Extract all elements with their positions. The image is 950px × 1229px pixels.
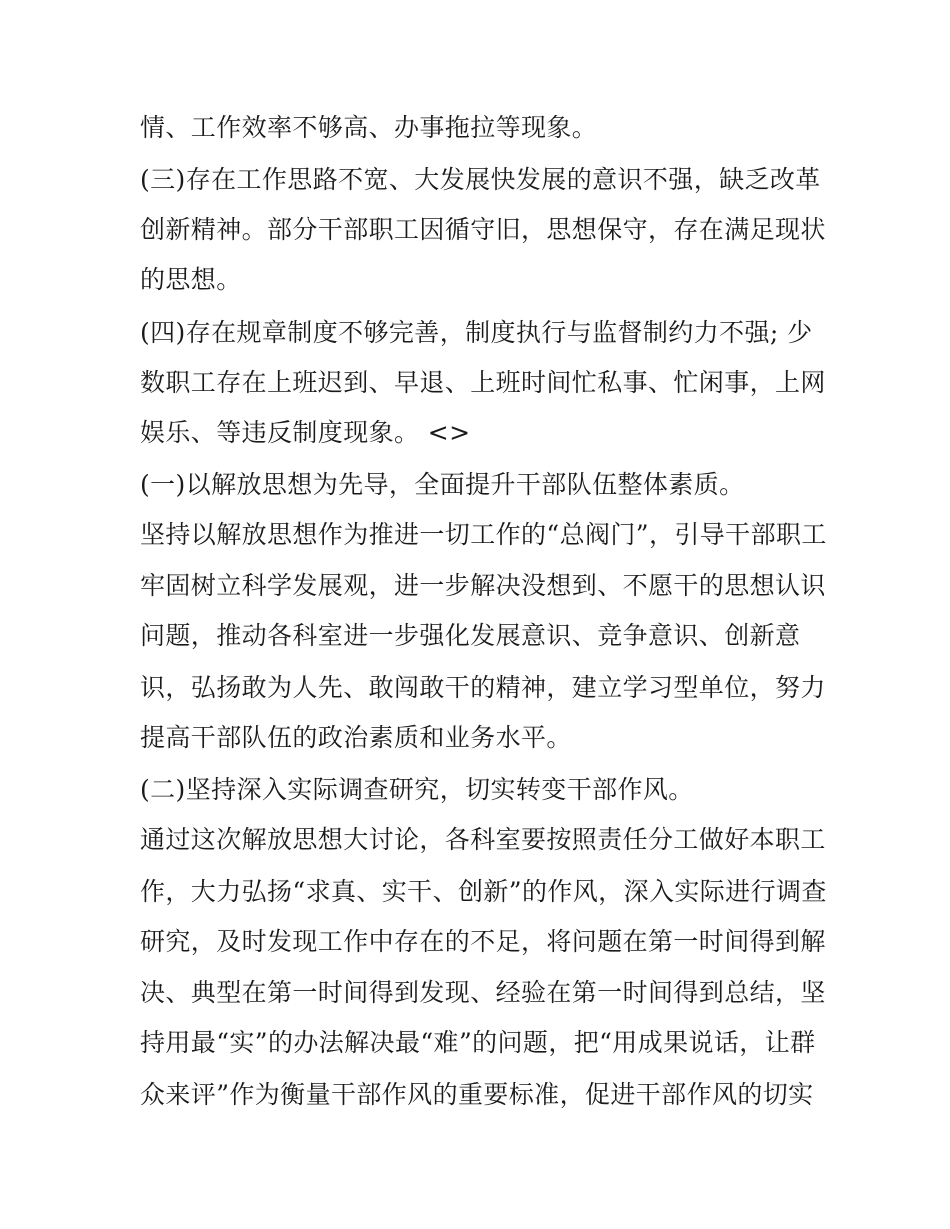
text-line: 识，弘扬敢为人先、敢闯敢干的精神，建立学习型单位，努力 (140, 673, 826, 702)
text-line: 通过这次解放思想大讨论，各科室要按照责任分工做好本职工 (140, 825, 826, 854)
text-line: 提高干部队伍的政治素质和业务水平。 (140, 723, 572, 752)
text-line: 研究，及时发现工作中存在的不足，将问题在第一时间得到解 (140, 927, 826, 956)
text-line: 持用最“实”的办法解决最“难”的问题，把“用成果说话，让群 (140, 1028, 816, 1057)
text-line: 众来评”作为衡量干部作风的重要标准，促进干部作风的切实 (140, 1080, 814, 1109)
text-line: (四)存在规章制度不够完善，制度执行与监督制约力不强; 少 (140, 318, 813, 347)
text-line: 决、典型在第一时间得到发现、经验在第一时间得到总结，坚 (140, 978, 826, 1007)
text-line: 数职工存在上班迟到、早退、上班时间忙私事、忙闲事，上网 (140, 368, 826, 397)
text-line: 作，大力弘扬“求真、实干、创新”的作风，深入实际进行调查 (140, 877, 827, 906)
text-line: 的思想。 (140, 265, 242, 294)
text-line: 情、工作效率不够高、办事拖拉等现象。 (140, 113, 598, 142)
text-line: (二)坚持深入实际调查研究，切实转变干部作风。 (140, 775, 694, 804)
text-line: (一)以解放思想为先导，全面提升干部队伍整体素质。 (140, 470, 745, 499)
text-line: 问题，推动各科室进一步强化发展意识、竞争意识、创新意 (140, 621, 801, 650)
text-line: (三)存在工作思路不宽、大发展快发展的意识不强，缺乏改革 (140, 165, 821, 194)
text-line: 娱乐、等违反制度现象。 <> (140, 418, 471, 447)
text-line: 牢固树立科学发展观，进一步解决没想到、不愿干的思想认识 (140, 571, 826, 600)
text-line: 坚持以解放思想作为推进一切工作的“总阀门”，引导干部职工 (140, 520, 827, 549)
text-line: 创新精神。部分干部职工因循守旧，思想保守，存在满足现状 (140, 215, 826, 244)
